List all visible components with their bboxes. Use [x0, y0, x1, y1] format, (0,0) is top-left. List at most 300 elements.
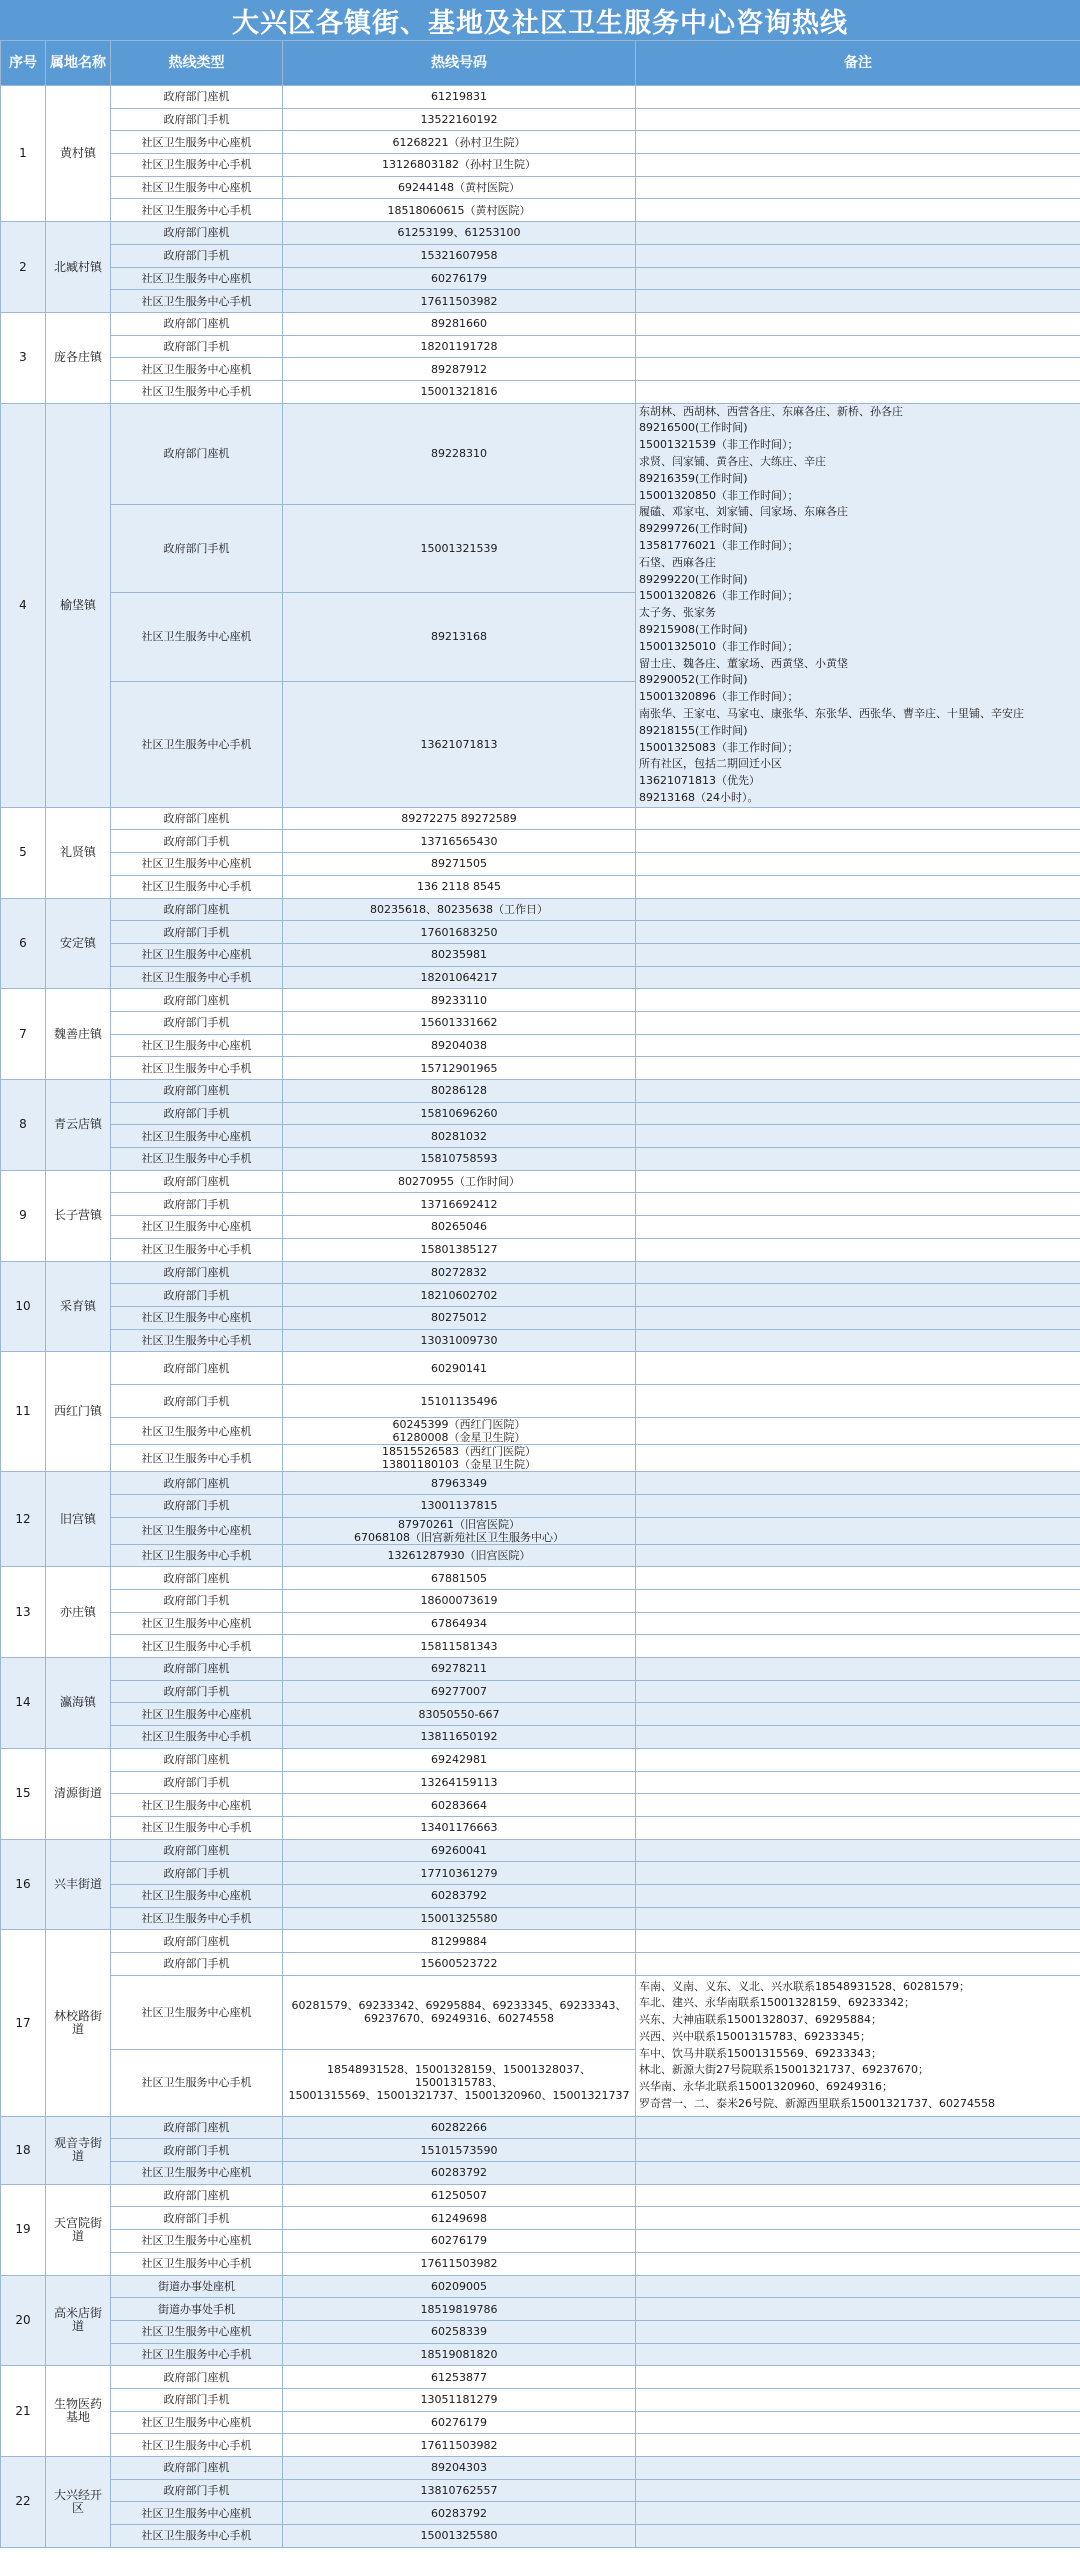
row-number: 9 — [1, 1170, 46, 1261]
hotline-number: 13716565430 — [283, 830, 636, 853]
hotline-number: 89204038 — [283, 1034, 636, 1057]
hotline-type: 社区卫生服务中心手机 — [111, 154, 283, 177]
hotline-number: 13264159113 — [283, 1771, 636, 1794]
header-note: 备注 — [636, 41, 1080, 86]
hotline-number: 15810758593 — [283, 1148, 636, 1171]
area-name: 观音寺街道 — [46, 2116, 111, 2184]
note-cell — [636, 1839, 1080, 1862]
hotline-number: 18201191728 — [283, 335, 636, 358]
hotline-type: 政府部门手机 — [111, 1193, 283, 1216]
hotline-type: 社区卫生服务中心座机 — [111, 2320, 283, 2343]
hotline-type: 政府部门手机 — [111, 504, 283, 592]
area-name: 清源街道 — [46, 1748, 111, 1839]
row-number: 10 — [1, 1261, 46, 1352]
area-name: 大兴经开区 — [46, 2457, 111, 2548]
note-cell — [636, 1907, 1080, 1930]
hotline-number: 61268221（孙村卫生院） — [283, 131, 636, 154]
hotline-type: 政府部门座机 — [111, 1261, 283, 1284]
hotline-number: 69244148（黄村医院） — [283, 176, 636, 199]
note-cell — [636, 1385, 1080, 1418]
hotline-type: 政府部门座机 — [111, 2457, 283, 2480]
hotline-number: 89213168 — [283, 592, 636, 681]
table-row — [1, 290, 1080, 313]
note-cell — [636, 222, 1080, 245]
table-row — [1, 312, 1080, 335]
hotline-number: 89233110 — [283, 989, 636, 1012]
table-row — [1, 1102, 1080, 1125]
note-cell — [636, 1680, 1080, 1703]
hotline-number: 18600073619 — [283, 1590, 636, 1613]
row-number: 16 — [1, 1839, 46, 1930]
note-cell — [636, 290, 1080, 313]
note-cell — [636, 176, 1080, 199]
note-cell — [636, 2343, 1080, 2366]
hotline-type: 社区卫生服务中心座机 — [111, 1794, 283, 1817]
hotline-number: 60209005 — [283, 2275, 636, 2298]
row-number: 8 — [1, 1080, 46, 1171]
note-cell — [636, 1125, 1080, 1148]
note-cell — [636, 1703, 1080, 1726]
hotline-type: 政府部门手机 — [111, 1862, 283, 1885]
header-type: 热线类型 — [111, 41, 283, 86]
note-cell: 东胡林、西胡林、西营各庄、东麻各庄、新桥、孙各庄 89216500(工作时间) 15001321539（非工作时间）； 求贤、闫家铺、黄各庄、大练庄、辛庄 89216359(工作时间) 15001320850（非工作时间）； 履磕、邓家屯、刘家铺、闫家场、东麻各庄 89299726(工作时间) 13581776021（非工作时间）； 石垡、西麻各庄 89299220(工作时间) 15001320826（非工作时间）； 太子务、张家务 89215908(工作时间) 15001325010（非工作时间）； 留士庄、魏各庄、董家场、西黄垡、小黄垡 89290052(工作时间) 15001320896（非工作时间）； 南张华、王家屯、马家屯、康张华、东张华、西张华、曹辛庄、十里铺、辛安庄 89218155(工作时间) 15001325083（非工作时间）； 所有社区，包括二期回迁小区 13621071813（优先） 89213168（24小时）。 — [636, 403, 1080, 807]
table-row — [1, 2457, 1080, 2480]
table-row — [1, 2207, 1080, 2230]
row-number: 5 — [1, 807, 46, 898]
hotline-type: 社区卫生服务中心座机 — [111, 267, 283, 290]
table-row — [1, 1590, 1080, 1613]
hotline-number: 17611503982 — [283, 290, 636, 313]
hotline-type: 社区卫生服务中心手机 — [111, 1544, 283, 1567]
hotline-type: 政府部门座机 — [111, 1170, 283, 1193]
note-cell — [636, 335, 1080, 358]
row-number: 3 — [1, 312, 46, 403]
hotline-type: 政府部门座机 — [111, 1748, 283, 1771]
table-row — [1, 1472, 1080, 1495]
row-number: 1 — [1, 86, 46, 222]
hotline-type: 社区卫生服务中心手机 — [111, 1816, 283, 1839]
hotline-type: 社区卫生服务中心座机 — [111, 853, 283, 876]
hotline-number: 13811650192 — [283, 1726, 636, 1749]
table-row — [1, 2388, 1080, 2411]
note-cell — [636, 358, 1080, 381]
note-cell — [636, 2275, 1080, 2298]
note-cell — [636, 1794, 1080, 1817]
header-phone: 热线号码 — [283, 41, 636, 86]
note-cell — [636, 1445, 1080, 1472]
table-row — [1, 1975, 1080, 2049]
note-cell — [636, 2411, 1080, 2434]
note-cell — [636, 1284, 1080, 1307]
note-cell — [636, 2479, 1080, 2502]
hotline-type: 社区卫生服务中心手机 — [111, 2252, 283, 2275]
table-row — [1, 380, 1080, 403]
hotline-number: 81299884 — [283, 1930, 636, 1953]
hotline-number: 80275012 — [283, 1306, 636, 1329]
hotline-number: 17611503982 — [283, 2434, 636, 2457]
hotline-type: 社区卫生服务中心座机 — [111, 2502, 283, 2525]
hotline-number: 89281660 — [283, 312, 636, 335]
hotline-type: 社区卫生服务中心手机 — [111, 2434, 283, 2457]
hotline-type: 政府部门座机 — [111, 989, 283, 1012]
hotline-type: 社区卫生服务中心座机 — [111, 1125, 283, 1148]
row-number: 14 — [1, 1658, 46, 1749]
note-cell — [636, 2184, 1080, 2207]
hotline-type: 社区卫生服务中心手机 — [111, 1329, 283, 1352]
hotline-number: 136 2118 8545 — [283, 875, 636, 898]
hotline-type: 政府部门手机 — [111, 1284, 283, 1307]
note-cell — [636, 2139, 1080, 2162]
hotline-type: 政府部门手机 — [111, 921, 283, 944]
table-row — [1, 1057, 1080, 1080]
area-name: 安定镇 — [46, 898, 111, 989]
note-cell — [636, 1170, 1080, 1193]
hotline-type: 社区卫生服务中心手机 — [111, 966, 283, 989]
area-name: 旧宫镇 — [46, 1472, 111, 1567]
note-cell — [636, 2502, 1080, 2525]
hotline-number: 67881505 — [283, 1567, 636, 1590]
hotline-type: 社区卫生服务中心座机 — [111, 592, 283, 681]
note-cell — [636, 2320, 1080, 2343]
table-row — [1, 1148, 1080, 1171]
hotline-type: 社区卫生服务中心座机 — [111, 2230, 283, 2253]
hotline-number: 60283792 — [283, 1884, 636, 1907]
table-row — [1, 1170, 1080, 1193]
row-number: 12 — [1, 1472, 46, 1567]
hotline-number: 13261287930（旧宫医院） — [283, 1544, 636, 1567]
note-cell — [636, 1080, 1080, 1103]
hotline-type: 社区卫生服务中心座机 — [111, 1517, 283, 1544]
area-name: 采育镇 — [46, 1261, 111, 1352]
hotline-number: 15801385127 — [283, 1238, 636, 1261]
hotline-number: 89228310 — [283, 403, 636, 504]
hotline-number: 15101135496 — [283, 1385, 636, 1418]
hotline-type: 政府部门手机 — [111, 1494, 283, 1517]
note-cell — [636, 131, 1080, 154]
note-cell — [636, 1102, 1080, 1125]
hotline-number: 60276179 — [283, 2230, 636, 2253]
note-cell — [636, 1884, 1080, 1907]
table-row — [1, 1544, 1080, 1567]
note-cell — [636, 2388, 1080, 2411]
hotline-type: 政府部门座机 — [111, 222, 283, 245]
table-row — [1, 1445, 1080, 1472]
area-name: 庞各庄镇 — [46, 312, 111, 403]
table-row — [1, 2116, 1080, 2139]
hotline-number: 18201064217 — [283, 966, 636, 989]
table-row — [1, 244, 1080, 267]
row-number: 22 — [1, 2457, 46, 2548]
hotline-type: 社区卫生服务中心座机 — [111, 1975, 283, 2049]
hotline-type: 社区卫生服务中心座机 — [111, 176, 283, 199]
note-cell — [636, 1544, 1080, 1567]
hotline-type: 社区卫生服务中心手机 — [111, 1635, 283, 1658]
hotline-number: 87963349 — [283, 1472, 636, 1495]
hotline-number: 80286128 — [283, 1080, 636, 1103]
hotline-number: 18518060615（黄村医院） — [283, 199, 636, 222]
hotline-type: 社区卫生服务中心座机 — [111, 943, 283, 966]
note-cell — [636, 853, 1080, 876]
table-row — [1, 830, 1080, 853]
hotline-number: 13051181279 — [283, 2388, 636, 2411]
area-name: 榆垡镇 — [46, 403, 111, 807]
hotline-type: 社区卫生服务中心手机 — [111, 380, 283, 403]
hotline-number: 13126803182（孙村卫生院） — [283, 154, 636, 177]
note-cell — [636, 1193, 1080, 1216]
hotline-type: 政府部门座机 — [111, 312, 283, 335]
table-row — [1, 921, 1080, 944]
table-row — [1, 267, 1080, 290]
header-area: 属地名称 — [46, 41, 111, 86]
note-cell — [636, 1494, 1080, 1517]
note-cell — [636, 1953, 1080, 1976]
row-number: 7 — [1, 989, 46, 1080]
note-cell — [636, 2525, 1080, 2548]
area-name: 亦庄镇 — [46, 1567, 111, 1658]
hotline-number: 15001321539 — [283, 504, 636, 592]
note-cell — [636, 199, 1080, 222]
area-name: 兴丰街道 — [46, 1839, 111, 1930]
hotline-number: 15101573590 — [283, 2139, 636, 2162]
hotline-number: 89287912 — [283, 358, 636, 381]
hotline-type: 政府部门座机 — [111, 1658, 283, 1681]
table-row — [1, 108, 1080, 131]
area-name: 黄村镇 — [46, 86, 111, 222]
hotline-type: 政府部门手机 — [111, 1102, 283, 1125]
table-row — [1, 1238, 1080, 1261]
hotline-type: 社区卫生服务中心手机 — [111, 875, 283, 898]
hotline-type: 政府部门手机 — [111, 335, 283, 358]
hotline-number: 60283792 — [283, 2162, 636, 2185]
table-row — [1, 943, 1080, 966]
area-name: 西红门镇 — [46, 1352, 111, 1472]
row-number: 13 — [1, 1567, 46, 1658]
hotline-number: 89271505 — [283, 853, 636, 876]
note-cell — [636, 1635, 1080, 1658]
note-cell — [636, 1612, 1080, 1635]
hotline-number: 80235981 — [283, 943, 636, 966]
note-cell — [636, 1567, 1080, 1590]
hotline-type: 社区卫生服务中心手机 — [111, 1907, 283, 1930]
hotline-number: 80270955（工作时间） — [283, 1170, 636, 1193]
row-number: 4 — [1, 403, 46, 807]
hotline-number: 69242981 — [283, 1748, 636, 1771]
table-row — [1, 898, 1080, 921]
row-number: 20 — [1, 2275, 46, 2366]
note-cell — [636, 1034, 1080, 1057]
hotline-type: 政府部门手机 — [111, 2139, 283, 2162]
table-row — [1, 1193, 1080, 1216]
hotline-number: 60290141 — [283, 1352, 636, 1385]
note-cell — [636, 1261, 1080, 1284]
note-cell — [636, 108, 1080, 131]
note-cell — [636, 2230, 1080, 2253]
table-row — [1, 853, 1080, 876]
table-row — [1, 2230, 1080, 2253]
hotline-number: 61249698 — [283, 2207, 636, 2230]
hotline-number: 17710361279 — [283, 1862, 636, 1885]
table-row — [1, 1930, 1080, 1953]
hotline-type: 政府部门座机 — [111, 807, 283, 830]
hotline-type: 社区卫生服务中心手机 — [111, 199, 283, 222]
row-number: 19 — [1, 2184, 46, 2275]
hotline-number: 13716692412 — [283, 1193, 636, 1216]
table-row — [1, 2298, 1080, 2321]
hotline-type: 社区卫生服务中心座机 — [111, 131, 283, 154]
area-name: 长子营镇 — [46, 1170, 111, 1261]
table-row — [1, 1034, 1080, 1057]
hotline-number: 18515526583（西红门医院） 13801180103（金星卫生院） — [283, 1445, 636, 1472]
hotline-number: 15600523722 — [283, 1953, 636, 1976]
hotline-type: 社区卫生服务中心座机 — [111, 1418, 283, 1445]
note-cell — [636, 380, 1080, 403]
table-row — [1, 1839, 1080, 1862]
area-name: 生物医药基地 — [46, 2366, 111, 2457]
hotline-type: 社区卫生服务中心手机 — [111, 1238, 283, 1261]
table-row — [1, 1494, 1080, 1517]
table-row — [1, 1907, 1080, 1930]
table-row — [1, 2343, 1080, 2366]
hotline-type: 街道办事处座机 — [111, 2275, 283, 2298]
table-row — [1, 2139, 1080, 2162]
note-cell — [636, 1862, 1080, 1885]
hotline-number: 13401176663 — [283, 1816, 636, 1839]
hotline-number: 60245399（西红门医院） 61280008（金星卫生院） — [283, 1418, 636, 1445]
hotline-type: 社区卫生服务中心手机 — [111, 1148, 283, 1171]
hotline-number: 13522160192 — [283, 108, 636, 131]
table-row — [1, 989, 1080, 1012]
note-cell — [636, 1726, 1080, 1749]
note-cell — [636, 2457, 1080, 2480]
hotline-number: 15321607958 — [283, 244, 636, 267]
hotline-type: 社区卫生服务中心座机 — [111, 1306, 283, 1329]
table-row — [1, 1329, 1080, 1352]
hotline-number: 17611503982 — [283, 2252, 636, 2275]
area-name: 北臧村镇 — [46, 222, 111, 313]
table-row — [1, 2162, 1080, 2185]
note-cell — [636, 1771, 1080, 1794]
table-row — [1, 1953, 1080, 1976]
table-row — [1, 2252, 1080, 2275]
row-number: 2 — [1, 222, 46, 313]
hotline-type: 街道办事处手机 — [111, 2298, 283, 2321]
hotline-number: 69278211 — [283, 1658, 636, 1681]
hotline-number: 15001325580 — [283, 2525, 636, 2548]
hotline-number: 80235618、80235638（工作日） — [283, 898, 636, 921]
row-number: 17 — [1, 1930, 46, 2116]
row-number: 15 — [1, 1748, 46, 1839]
hotline-number: 15810696260 — [283, 1102, 636, 1125]
hotline-number: 18548931528、15001328159、15001328037、15001315783、 15001315569、15001321737、15001320960、15001321737 — [283, 2049, 636, 2116]
hotline-type: 政府部门座机 — [111, 1080, 283, 1103]
table-row — [1, 2525, 1080, 2548]
hotline-type: 政府部门座机 — [111, 86, 283, 109]
hotline-number: 15001325580 — [283, 1907, 636, 1930]
hotline-table — [0, 40, 1080, 2548]
hotline-type: 社区卫生服务中心手机 — [111, 1726, 283, 1749]
table-row — [1, 1517, 1080, 1544]
note-cell — [636, 2298, 1080, 2321]
hotline-type: 政府部门座机 — [111, 898, 283, 921]
note-cell — [636, 1517, 1080, 1544]
header-row — [1, 41, 1080, 86]
hotline-type: 政府部门座机 — [111, 1839, 283, 1862]
table-row — [1, 1862, 1080, 1885]
hotline-number: 15811581343 — [283, 1635, 636, 1658]
hotline-type: 政府部门座机 — [111, 403, 283, 504]
hotline-number: 18519081820 — [283, 2343, 636, 2366]
hotline-type: 社区卫生服务中心手机 — [111, 1445, 283, 1472]
hotline-type: 社区卫生服务中心座机 — [111, 1034, 283, 1057]
hotline-type: 政府部门座机 — [111, 1472, 283, 1495]
hotline-number: 69277007 — [283, 1680, 636, 1703]
table-row — [1, 1635, 1080, 1658]
hotline-number: 60276179 — [283, 2411, 636, 2434]
table-row — [1, 1125, 1080, 1148]
table-row — [1, 1884, 1080, 1907]
table-row — [1, 1771, 1080, 1794]
note-cell — [636, 1057, 1080, 1080]
note-cell — [636, 1238, 1080, 1261]
hotline-number: 60283664 — [283, 1794, 636, 1817]
note-cell — [636, 830, 1080, 853]
hotline-number: 60282266 — [283, 2116, 636, 2139]
table-row — [1, 1794, 1080, 1817]
note-cell — [636, 1329, 1080, 1352]
note-cell — [636, 1352, 1080, 1385]
hotline-type: 社区卫生服务中心手机 — [111, 1057, 283, 1080]
hotline-number: 89204303 — [283, 2457, 636, 2480]
note-cell — [636, 2207, 1080, 2230]
hotline-type: 社区卫生服务中心座机 — [111, 1216, 283, 1239]
hotline-type: 社区卫生服务中心手机 — [111, 681, 283, 807]
note-cell — [636, 1418, 1080, 1445]
hotline-type: 政府部门座机 — [111, 2116, 283, 2139]
table-row — [1, 2275, 1080, 2298]
note-cell — [636, 898, 1080, 921]
hotline-type: 社区卫生服务中心座机 — [111, 2162, 283, 2185]
table-row — [1, 2366, 1080, 2389]
hotline-type: 社区卫生服务中心座机 — [111, 1703, 283, 1726]
hotline-number: 15712901965 — [283, 1057, 636, 1080]
note-cell — [636, 2116, 1080, 2139]
hotline-number: 60258339 — [283, 2320, 636, 2343]
hotline-type: 政府部门座机 — [111, 1567, 283, 1590]
row-number: 11 — [1, 1352, 46, 1472]
hotline-number: 18210602702 — [283, 1284, 636, 1307]
table-row — [1, 1726, 1080, 1749]
area-name: 高米店街道 — [46, 2275, 111, 2366]
hotline-type: 社区卫生服务中心座机 — [111, 1884, 283, 1907]
hotline-type: 政府部门手机 — [111, 1011, 283, 1034]
table-row — [1, 1680, 1080, 1703]
hotline-number: 80281032 — [283, 1125, 636, 1148]
table-row — [1, 358, 1080, 381]
hotline-type: 社区卫生服务中心手机 — [111, 2049, 283, 2116]
hotline-type: 政府部门手机 — [111, 2479, 283, 2502]
note-cell — [636, 875, 1080, 898]
hotline-type: 社区卫生服务中心手机 — [111, 2525, 283, 2548]
table-row — [1, 2411, 1080, 2434]
note-cell — [636, 1816, 1080, 1839]
table-row — [1, 199, 1080, 222]
note-cell — [636, 1216, 1080, 1239]
hotline-type: 政府部门手机 — [111, 1590, 283, 1613]
note-cell — [636, 1306, 1080, 1329]
hotline-number: 61253199、61253100 — [283, 222, 636, 245]
hotline-number: 13001137815 — [283, 1494, 636, 1517]
hotline-type: 政府部门手机 — [111, 244, 283, 267]
